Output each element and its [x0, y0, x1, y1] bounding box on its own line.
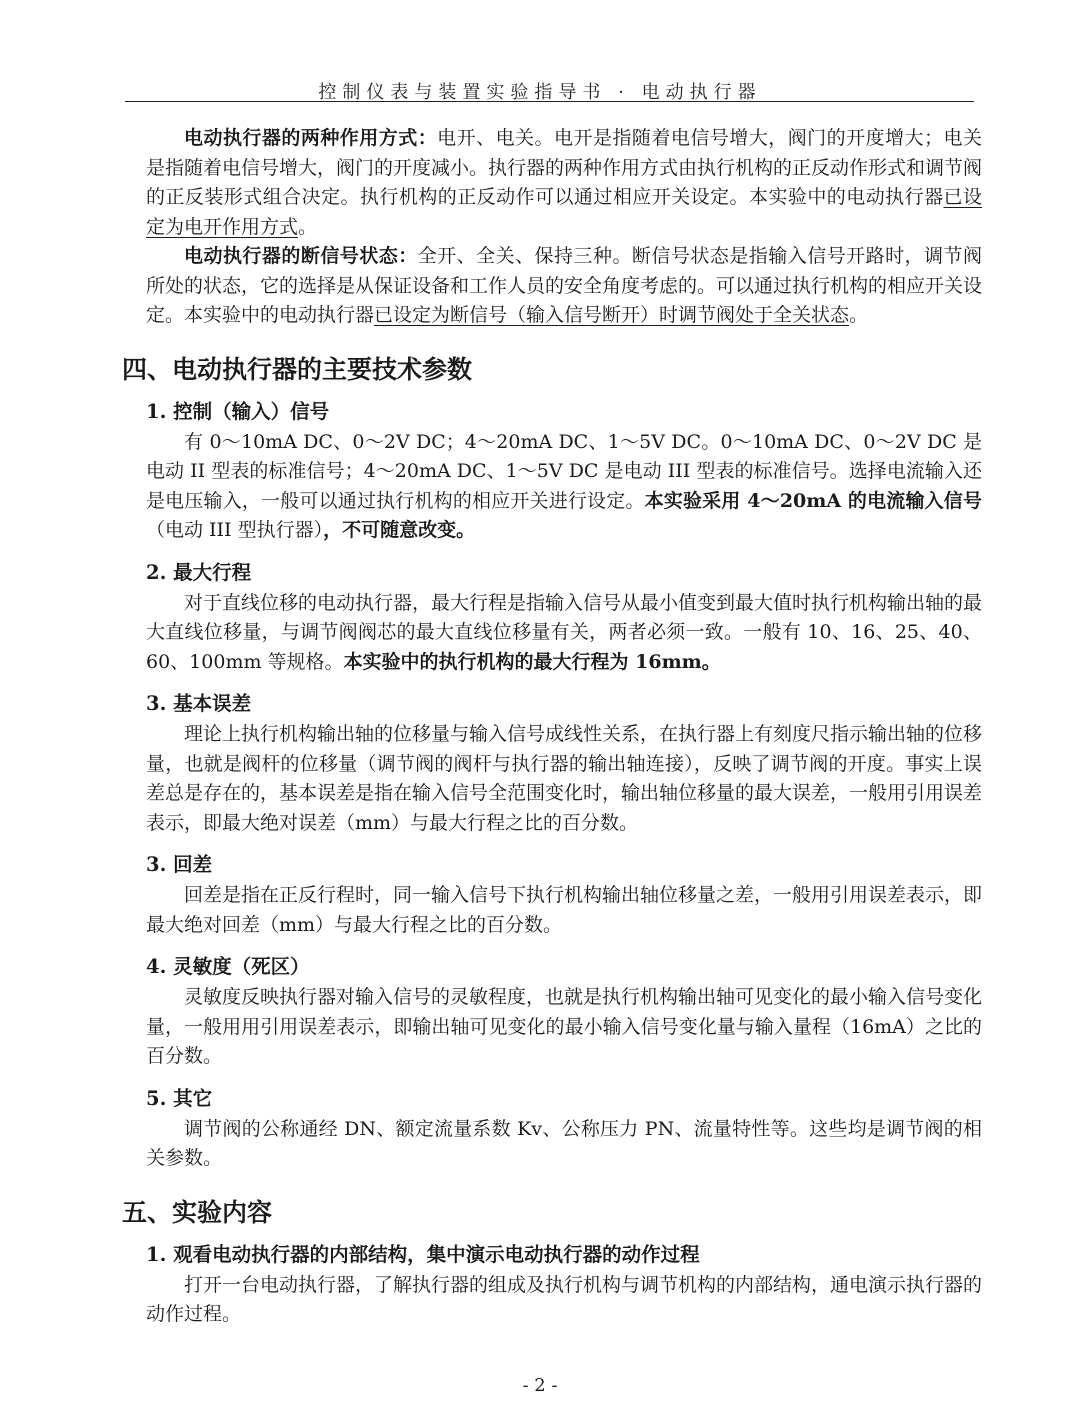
paragraph-max-stroke: 对于直线位移的电动执行器，最大行程是指输入信号从最小值变到最大值时执行机构输出轴的最大直线位移量，与调节阀阀芯的最大直线位移量有关，两者必须一致。一般有 10、16、25、40、60、100mm 等规格。本实验中的执行机构的最大行程为 16mm。 — [146, 591, 983, 673]
paragraph-other: 调节阀的公称通经 DN、额定流量系数 Kv、公称压力 PN、流量特性等。这些均是调节阀的相关参数。 — [146, 1117, 982, 1169]
heading-basic-error: 3. 基本误差 — [146, 692, 252, 715]
lead-signal-loss: 电动执行器的断信号状态： — [184, 245, 418, 267]
paragraph-sensitivity: 灵敏度反映执行器对输入信号的灵敏程度，也就是执行机构输出轴可见变化的最小输入信号变化量，一般用用引用误差表示，即输出轴可见变化的最小输入信号变化量与输入量程（16mA）之比的百分数。 — [146, 986, 983, 1067]
section-4-title: 四、电动执行器的主要技术参数 — [122, 354, 473, 384]
paragraph-control-signal: 有 0～10mA DC、0～2V DC；4～20mA DC、1～5V DC。0～10mA DC、0～2V DC 是电动 II 型表的标准信号；4～20mA DC、1～5V DC 是电动 III 型表的标准信号。选择电流输入还是电压输入，一般可以通过执行机构的相应开关进行设定。本实验采用 4～20mA 的电流输入信号（电动 III 型执行器），不可随意改变。 — [146, 430, 982, 541]
underline-action-mode: 已设定为电开作用方式 — [146, 186, 982, 238]
paragraph-observe-structure: 打开一台电动执行器，了解执行器的组成及执行机构与调节机构的内部结构，通电演示执行器的动作过程。 — [146, 1273, 983, 1325]
heading-other: 5. 其它 — [146, 1086, 213, 1110]
section-5-title: 五、实验内容 — [122, 1197, 273, 1227]
heading-observe-structure: 1. 观看电动执行器的内部结构，集中演示电动执行器的动作过程 — [146, 1242, 700, 1266]
heading-sensitivity: 4. 灵敏度（死区） — [146, 955, 310, 978]
heading-control-signal: 1. 控制（输入）信号 — [146, 399, 330, 423]
underline-signal-loss: 已设定为断信号（输入信号断开）时调节阀处于全关状态 — [374, 304, 850, 326]
heading-hysteresis: 3. 回差 — [146, 853, 213, 876]
paragraph-basic-error: 理论上执行机构输出轴的位移量与输入信号成线性关系，在执行器上有刻度尺指示输出轴的位移量，也就是阀杆的位移量（调节阀的阀杆与执行器的输出轴连接），反映了调节阀的开度。事实上误差总是存在的，基本误差是指在输入信号全范围变化时，输出轴位移量的最大误差，一般用引用误差表示，即最大绝对误差（mm）与最大行程之比的百分数。 — [146, 723, 983, 834]
paragraph-signal-loss: 电动执行器的断信号状态：全开、全关、保持三种。断信号状态是指输入信号开路时，调节阀所处的状态，它的选择是从保证设备和工作人员的安全角度考虑的。可以通过执行机构的相应开关设定。本实验中的电动执行器已设定为断信号（输入信号断开）时调节阀处于全关状态。 — [146, 245, 983, 326]
page-number: - 2 - — [522, 1375, 558, 1396]
page-body — [122, 124, 983, 1330]
heading-max-stroke: 2. 最大行程 — [146, 560, 252, 584]
lead-action-modes: 电动执行器的两种作用方式： — [184, 127, 438, 149]
running-header: 控制仪表与装置实验指导书 · 电动执行器 — [318, 82, 762, 103]
paragraph-action-modes: 电动执行器的两种作用方式：电开、电关。电开是指随着电信号增大，阀门的开度增大；电关是指随着电信号增大，阀门的开度减小。执行器的两种作用方式由执行机构的正反动作形式和调节阀的正反装形式组合决定。执行机构的正反动作可以通过相应开关设定。本实验中的电动执行器已设定为电开作用方式。 — [146, 127, 983, 238]
paragraph-hysteresis: 回差是指在正反行程时，同一输入信号下执行机构输出轴位移量之差，一般用引用误差表示，即最大绝对回差（mm）与最大行程之比的百分数。 — [146, 884, 983, 936]
header-rule — [125, 101, 974, 102]
